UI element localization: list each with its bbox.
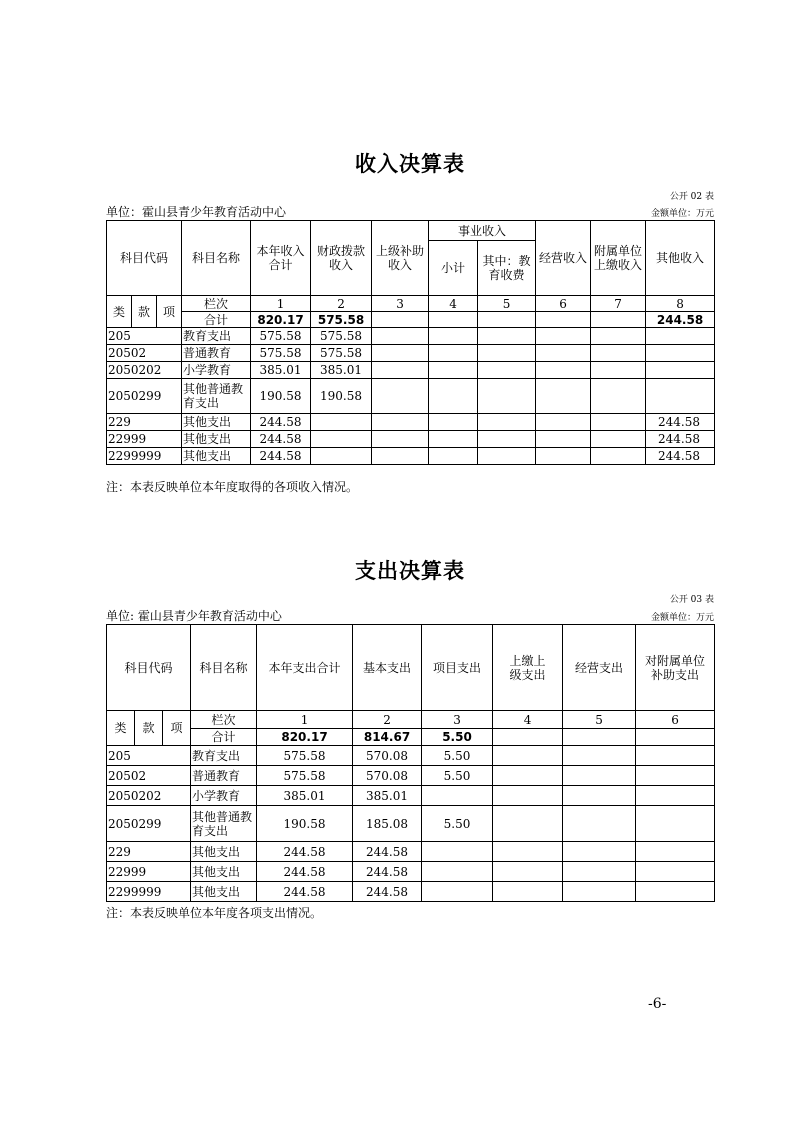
- value-cell: 190.58: [251, 379, 311, 414]
- value-cell: [591, 362, 646, 379]
- value-cell: [478, 414, 536, 431]
- value-cell: [372, 345, 429, 362]
- expense-col-number: 3: [422, 711, 493, 729]
- value-cell: 244.58: [353, 862, 422, 882]
- value-cell: [536, 431, 591, 448]
- income-header-subject-code: 科目代码: [107, 221, 182, 296]
- subject-code-cell: 205: [107, 328, 182, 345]
- value-cell: [493, 786, 563, 806]
- income-col-number: 1: [251, 296, 311, 312]
- income-col-number: 5: [478, 296, 536, 312]
- subject-code-cell: 2050299: [107, 379, 182, 414]
- value-cell: 385.01: [353, 786, 422, 806]
- table-row: [107, 786, 715, 806]
- value-cell: [478, 345, 536, 362]
- subject-code-cell: 205: [107, 746, 191, 766]
- value-cell: [311, 431, 372, 448]
- value-cell: 385.01: [251, 362, 311, 379]
- value-cell: [372, 448, 429, 465]
- value-cell: [372, 431, 429, 448]
- value-cell: [429, 431, 478, 448]
- value-cell: [591, 448, 646, 465]
- subject-code-cell: 229: [107, 842, 191, 862]
- expense-sum-value: 814.67: [353, 729, 422, 746]
- value-cell: 5.50: [422, 746, 493, 766]
- value-cell: [478, 362, 536, 379]
- subject-name-cell: 小学教育: [191, 786, 257, 806]
- income-header-kuan: 款: [132, 296, 157, 328]
- income-sum-value: 244.58: [646, 312, 715, 328]
- subject-name-cell: 教育支出: [182, 328, 251, 345]
- value-cell: [591, 379, 646, 414]
- value-cell: [478, 379, 536, 414]
- value-cell: [478, 431, 536, 448]
- income-header-education-fee: 其中：教育收费: [478, 241, 536, 296]
- value-cell: 570.08: [353, 766, 422, 786]
- income-header-superior: 上级补助收入: [372, 221, 429, 296]
- value-cell: [563, 862, 636, 882]
- income-col-number: 6: [536, 296, 591, 312]
- value-cell: 244.58: [646, 431, 715, 448]
- value-cell: [563, 882, 636, 902]
- income-sum-value: 575.58: [311, 312, 372, 328]
- value-cell: [422, 882, 493, 902]
- subject-name-cell: 其他普通教育支出: [182, 379, 251, 414]
- table-row: [107, 862, 715, 882]
- income-sum-value: [372, 312, 429, 328]
- value-cell: 385.01: [257, 786, 353, 806]
- income-table-code: 公开 02 表: [669, 192, 714, 202]
- value-cell: [422, 786, 493, 806]
- expense-header-affiliated-subsidy: 对附属单位补助支出: [636, 625, 715, 711]
- subject-code-cell: 22999: [107, 431, 182, 448]
- income-col-number: 2: [311, 296, 372, 312]
- expense-sum-label: 合计: [191, 729, 257, 746]
- value-cell: 575.58: [257, 766, 353, 786]
- value-cell: 570.08: [353, 746, 422, 766]
- value-cell: [478, 448, 536, 465]
- subject-code-cell: 20502: [107, 345, 182, 362]
- value-cell: [591, 431, 646, 448]
- value-cell: [591, 414, 646, 431]
- value-cell: [563, 746, 636, 766]
- income-amount-unit: 金额单位：万元: [650, 209, 714, 219]
- value-cell: [636, 842, 715, 862]
- expense-header-operating: 经营支出: [563, 625, 636, 711]
- value-cell: 244.58: [646, 414, 715, 431]
- value-cell: [591, 328, 646, 345]
- value-cell: [646, 345, 715, 362]
- expense-header-basic: 基本支出: [353, 625, 422, 711]
- value-cell: [563, 842, 636, 862]
- income-sum-value: [429, 312, 478, 328]
- value-cell: [636, 786, 715, 806]
- value-cell: [536, 362, 591, 379]
- table-row: [107, 448, 715, 465]
- page-number: -6-: [648, 996, 667, 1012]
- value-cell: [493, 806, 563, 842]
- value-cell: [636, 806, 715, 842]
- table-row: [107, 345, 715, 362]
- value-cell: [636, 766, 715, 786]
- value-cell: [536, 345, 591, 362]
- income-unit-label: 单位：霍山县青少年教育活动中心: [106, 205, 287, 219]
- expense-header-subject-code: 科目代码: [107, 625, 191, 711]
- value-cell: 385.01: [311, 362, 372, 379]
- subject-name-cell: 其他支出: [191, 882, 257, 902]
- value-cell: 5.50: [422, 806, 493, 842]
- expense-unit-label: 单位: 霍山县青少年教育活动中心: [106, 609, 282, 623]
- value-cell: 185.08: [353, 806, 422, 842]
- table-row: [107, 362, 715, 379]
- value-cell: [563, 806, 636, 842]
- expense-sum-value: [493, 729, 563, 746]
- subject-name-cell: 其他支出: [191, 842, 257, 862]
- value-cell: [536, 414, 591, 431]
- table-row: [107, 431, 715, 448]
- income-sum-value: [536, 312, 591, 328]
- income-header-lei: 类: [107, 296, 132, 328]
- value-cell: [429, 414, 478, 431]
- value-cell: [563, 786, 636, 806]
- value-cell: 575.58: [251, 345, 311, 362]
- expense-col-number: 5: [563, 711, 636, 729]
- income-sum-label: 合计: [182, 312, 251, 328]
- value-cell: [478, 328, 536, 345]
- expense-col-number: 6: [636, 711, 715, 729]
- value-cell: 190.58: [257, 806, 353, 842]
- value-cell: [646, 379, 715, 414]
- expense-column-index-label: 栏次: [191, 711, 257, 729]
- value-cell: [422, 862, 493, 882]
- income-note: 注：本表反映单位本年度取得的各项收入情况。: [106, 480, 359, 494]
- table-row: [107, 842, 715, 862]
- income-column-index-label: 栏次: [182, 296, 251, 312]
- table-row: [107, 414, 715, 431]
- value-cell: [646, 362, 715, 379]
- value-cell: [422, 842, 493, 862]
- subject-code-cell: 2299999: [107, 882, 191, 902]
- value-cell: [493, 842, 563, 862]
- table-row: [107, 766, 715, 786]
- subject-name-cell: 小学教育: [182, 362, 251, 379]
- expense-sum-value: 820.17: [257, 729, 353, 746]
- income-table: [106, 220, 715, 465]
- value-cell: 244.58: [257, 882, 353, 902]
- value-cell: [372, 414, 429, 431]
- value-cell: [372, 328, 429, 345]
- subject-code-cell: 20502: [107, 766, 191, 786]
- expense-header-total: 本年支出合计: [257, 625, 353, 711]
- subject-name-cell: 其他支出: [191, 862, 257, 882]
- value-cell: [563, 766, 636, 786]
- expense-header-superior-pay: 上缴上级支出: [493, 625, 563, 711]
- income-title: 收入决算表: [355, 152, 465, 176]
- income-col-number: 4: [429, 296, 478, 312]
- value-cell: 575.58: [311, 328, 372, 345]
- expense-header-lei: 类: [107, 711, 135, 746]
- value-cell: [636, 862, 715, 882]
- expense-col-number: 2: [353, 711, 422, 729]
- value-cell: [372, 379, 429, 414]
- subject-code-cell: 2050299: [107, 806, 191, 842]
- income-col-number: 8: [646, 296, 715, 312]
- value-cell: [429, 448, 478, 465]
- value-cell: [429, 328, 478, 345]
- value-cell: [646, 328, 715, 345]
- table-row: [107, 379, 715, 414]
- value-cell: [636, 882, 715, 902]
- subject-code-cell: 2050202: [107, 786, 191, 806]
- expense-sum-value: 5.50: [422, 729, 493, 746]
- value-cell: 575.58: [257, 746, 353, 766]
- value-cell: 244.58: [646, 448, 715, 465]
- income-header-other: 其他收入: [646, 221, 715, 296]
- value-cell: [636, 746, 715, 766]
- expense-amount-unit: 金额单位：万元: [650, 613, 714, 623]
- income-header-total: 本年收入合计: [251, 221, 311, 296]
- value-cell: 190.58: [311, 379, 372, 414]
- value-cell: [493, 862, 563, 882]
- value-cell: 575.58: [311, 345, 372, 362]
- subject-code-cell: 2050202: [107, 362, 182, 379]
- value-cell: [536, 448, 591, 465]
- value-cell: 244.58: [353, 842, 422, 862]
- table-row: [107, 328, 715, 345]
- value-cell: [429, 362, 478, 379]
- income-header-fiscal: 财政拨款收入: [311, 221, 372, 296]
- income-header-subtotal: 小计: [429, 241, 478, 296]
- value-cell: [493, 766, 563, 786]
- value-cell: [429, 379, 478, 414]
- value-cell: [311, 414, 372, 431]
- income-sum-value: [591, 312, 646, 328]
- income-header-subject-name: 科目名称: [182, 221, 251, 296]
- expense-title: 支出决算表: [355, 559, 465, 583]
- value-cell: 244.58: [257, 862, 353, 882]
- value-cell: 575.58: [251, 328, 311, 345]
- value-cell: 244.58: [251, 431, 311, 448]
- expense-table-code: 公开 03 表: [669, 595, 714, 605]
- expense-note: 注：本表反映单位本年度各项支出情况。: [106, 906, 323, 920]
- income-header-xiang: 项: [157, 296, 182, 328]
- subject-name-cell: 普通教育: [191, 766, 257, 786]
- subject-code-cell: 2299999: [107, 448, 182, 465]
- expense-col-number: 1: [257, 711, 353, 729]
- value-cell: 244.58: [353, 882, 422, 902]
- expense-sum-value: [563, 729, 636, 746]
- value-cell: [311, 448, 372, 465]
- value-cell: 244.58: [257, 842, 353, 862]
- expense-sum-value: [636, 729, 715, 746]
- subject-name-cell: 其他支出: [182, 448, 251, 465]
- expense-table: [106, 624, 715, 902]
- subject-name-cell: 其他支出: [182, 414, 251, 431]
- subject-name-cell: 其他支出: [182, 431, 251, 448]
- value-cell: 5.50: [422, 766, 493, 786]
- subject-name-cell: 教育支出: [191, 746, 257, 766]
- value-cell: 244.58: [251, 448, 311, 465]
- value-cell: [372, 362, 429, 379]
- subject-name-cell: 普通教育: [182, 345, 251, 362]
- value-cell: [536, 379, 591, 414]
- income-header-affiliated: 附属单位上缴收入: [591, 221, 646, 296]
- table-row: [107, 806, 715, 842]
- table-row: [107, 882, 715, 902]
- expense-header-project: 项目支出: [422, 625, 493, 711]
- expense-col-number: 4: [493, 711, 563, 729]
- value-cell: [591, 345, 646, 362]
- value-cell: 244.58: [251, 414, 311, 431]
- subject-name-cell: 其他普通教育支出: [191, 806, 257, 842]
- income-header-operating: 经营收入: [536, 221, 591, 296]
- expense-header-subject-name: 科目名称: [191, 625, 257, 711]
- income-header-career: 事业收入: [429, 221, 536, 241]
- value-cell: [429, 345, 478, 362]
- expense-header-xiang: 项: [163, 711, 191, 746]
- income-col-number: 7: [591, 296, 646, 312]
- subject-code-cell: 22999: [107, 862, 191, 882]
- subject-code-cell: 229: [107, 414, 182, 431]
- income-sum-value: 820.17: [251, 312, 311, 328]
- income-col-number: 3: [372, 296, 429, 312]
- income-sum-value: [478, 312, 536, 328]
- table-row: [107, 746, 715, 766]
- expense-header-kuan: 款: [135, 711, 163, 746]
- value-cell: [493, 882, 563, 902]
- value-cell: [536, 328, 591, 345]
- value-cell: [493, 746, 563, 766]
